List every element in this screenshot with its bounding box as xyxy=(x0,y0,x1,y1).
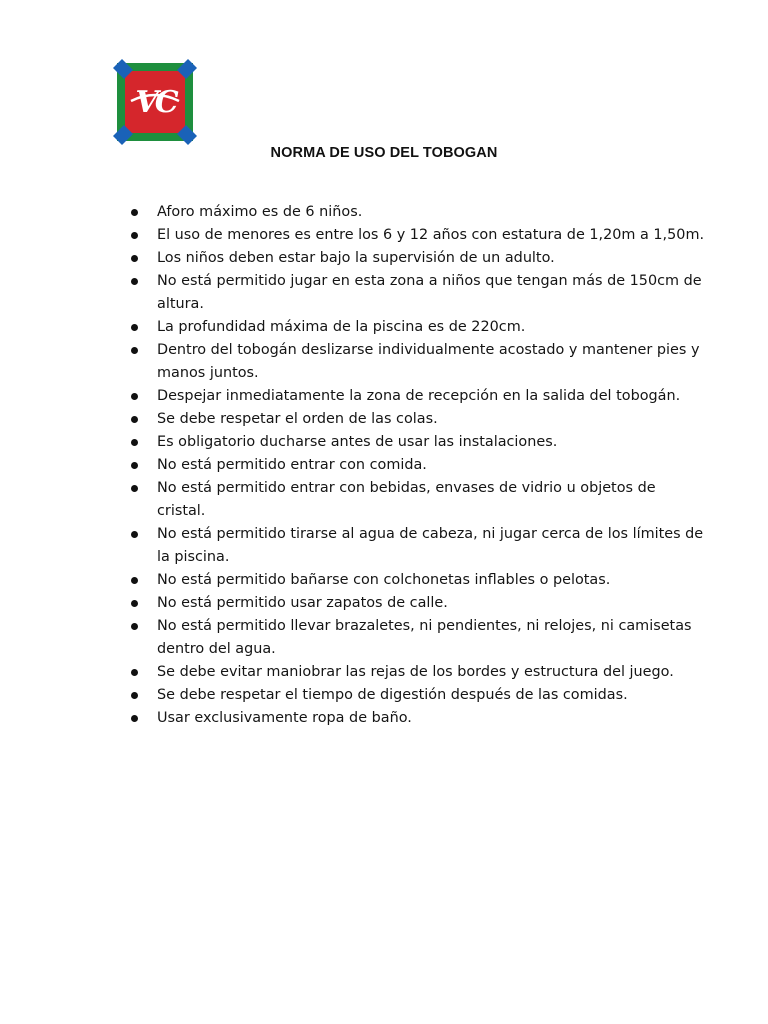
bullet-icon xyxy=(131,209,138,216)
rule-text: Aforo máximo es de 6 niños. xyxy=(157,204,363,220)
bullet-icon xyxy=(131,485,138,492)
rule-item xyxy=(128,385,708,408)
bullet-icon xyxy=(131,600,138,607)
rule-item xyxy=(128,224,708,247)
rule-item xyxy=(128,201,708,224)
rule-item xyxy=(128,454,708,477)
bullet-icon xyxy=(131,324,138,331)
rule-item xyxy=(128,707,708,730)
bullet-icon xyxy=(131,416,138,423)
rule-item xyxy=(128,684,708,707)
rule-text: Se debe respetar el tiempo de digestión después de las comidas. xyxy=(157,687,628,703)
bullet-icon xyxy=(131,623,138,630)
rule-text: Los niños deben estar bajo la supervisión de un adulto. xyxy=(157,250,555,266)
rule-item xyxy=(128,408,708,431)
rule-text: No está permitido jugar en esta zona a niños que tengan más de 150cm de altura. xyxy=(157,273,702,312)
rule-item xyxy=(128,661,708,684)
rule-text: No está permitido tirarse al agua de cabeza, ni jugar cerca de los límites de la piscina. xyxy=(157,526,704,565)
rule-text: El uso de menores es entre los 6 y 12 años con estatura de 1,20m a 1,50m. xyxy=(157,227,705,243)
bullet-icon xyxy=(131,669,138,676)
bullet-icon xyxy=(131,393,138,400)
bullet-icon xyxy=(131,255,138,262)
rule-text: No está permitido llevar brazaletes, ni pendientes, ni relojes, ni camisetas dentro del agua. xyxy=(157,618,692,657)
rule-item xyxy=(128,270,708,316)
rule-item xyxy=(128,523,708,569)
rule-text: Se debe respetar el orden de las colas. xyxy=(157,411,438,427)
bullet-icon xyxy=(131,232,138,239)
rule-item xyxy=(128,431,708,454)
rule-text: Dentro del tobogán deslizarse individualmente acostado y mantener pies y manos juntos. xyxy=(157,342,700,381)
rule-text: No está permitido usar zapatos de calle. xyxy=(157,595,448,611)
rule-item xyxy=(128,247,708,270)
bullet-icon xyxy=(131,692,138,699)
rule-item xyxy=(128,592,708,615)
rule-item xyxy=(128,615,708,661)
rule-item xyxy=(128,316,708,339)
rule-text: La profundidad máxima de la piscina es de 220cm. xyxy=(157,319,526,335)
rule-text: Se debe evitar maniobrar las rejas de los bordes y estructura del juego. xyxy=(157,664,674,680)
bullet-icon xyxy=(131,462,138,469)
rule-text: Despejar inmediatamente la zona de recepción en la salida del tobogán. xyxy=(157,388,681,404)
club-logo xyxy=(113,59,197,145)
rule-item xyxy=(128,569,708,592)
club-logo-emblem-icon xyxy=(113,59,197,145)
bullet-icon xyxy=(131,531,138,538)
bullet-icon xyxy=(131,347,138,354)
rule-item xyxy=(128,339,708,385)
rule-text: Usar exclusivamente ropa de baño. xyxy=(157,710,412,726)
bullet-icon xyxy=(131,439,138,446)
rule-text: No está permitido entrar con bebidas, envases de vidrio u objetos de cristal. xyxy=(157,480,656,519)
rule-item xyxy=(128,477,708,523)
bullet-icon xyxy=(131,715,138,722)
document-title: NORMA DE USO DEL TOBOGAN xyxy=(270,145,498,161)
bullet-icon xyxy=(131,278,138,285)
rule-text: No está permitido entrar con comida. xyxy=(157,457,427,473)
rule-text: Es obligatorio ducharse antes de usar las instalaciones. xyxy=(157,434,558,450)
rule-text: No está permitido bañarse con colchonetas inflables o pelotas. xyxy=(157,572,611,588)
bullet-icon xyxy=(131,577,138,584)
logo-letters: VC xyxy=(135,84,175,120)
rules-list xyxy=(128,201,708,730)
